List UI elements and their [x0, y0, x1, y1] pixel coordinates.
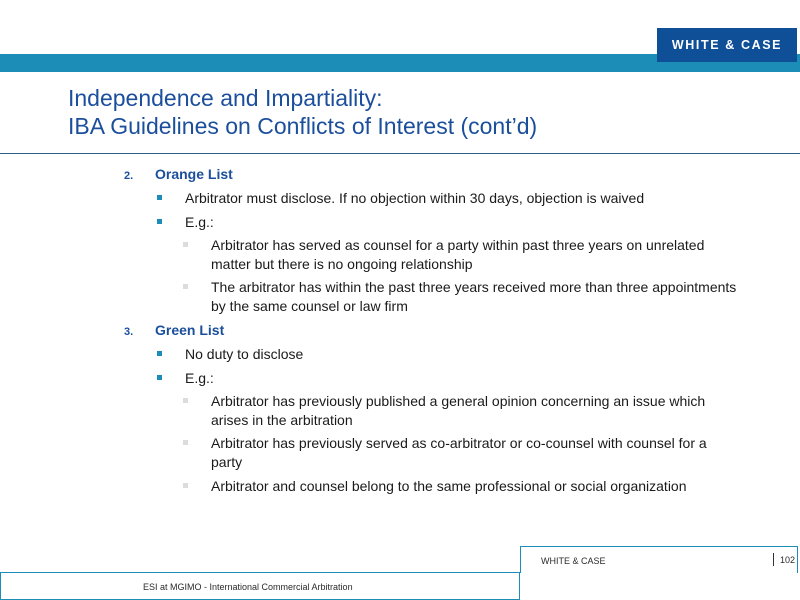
footer-divider	[773, 553, 774, 566]
square-bullet-icon	[157, 375, 162, 380]
section-title: Orange List	[155, 166, 233, 182]
title-line-2: IBA Guidelines on Conflicts of Interest (cont’d)	[68, 113, 538, 139]
square-bullet-icon	[183, 398, 188, 403]
square-bullet-icon	[183, 483, 188, 488]
sub-list-item-text: Arbitrator and counsel belong to the same professional or social organization	[211, 478, 687, 494]
section-title: Green List	[155, 322, 225, 338]
page-number: 102	[780, 555, 796, 565]
sub-list-item-text: The arbitrator has within the past three years received more than three appointments by the same counsel or law firm	[211, 279, 737, 314]
title-line-1: Independence and Impartiality:	[68, 85, 383, 111]
square-bullet-icon	[183, 440, 188, 445]
list-item-text: No duty to disclose	[185, 346, 304, 362]
list-item-text: E.g.:	[185, 214, 214, 230]
logo-text: WHITE & CASE	[671, 38, 783, 52]
list-item-text: E.g.:	[185, 370, 214, 386]
sub-list-item-text: Arbitrator has previously published a general opinion concerning an issue which arises in the arbitration	[211, 393, 706, 428]
square-bullet-icon	[157, 195, 162, 200]
section-number: 2.	[124, 170, 134, 182]
footer-brand-box	[520, 546, 798, 573]
sub-list-item-text: Arbitrator has served as counsel for a party within past three years on unrelated matter but there is no ongoing relationship	[211, 237, 705, 272]
sub-list-item-text: Arbitrator has previously served as co-arbitrator or co-counsel with counsel for a party	[211, 435, 707, 470]
square-bullet-icon	[183, 242, 188, 247]
square-bullet-icon	[183, 284, 188, 289]
section-heading-orange	[124, 165, 233, 185]
section-heading-green	[124, 321, 224, 341]
footer-course-box	[0, 572, 520, 600]
square-bullet-icon	[157, 219, 162, 224]
square-bullet-icon	[157, 351, 162, 356]
section-number: 3.	[124, 326, 134, 338]
footer-brand: WHITE & CASE	[541, 556, 606, 566]
list-item-text: Arbitrator must disclose. If no objection within 30 days, objection is waived	[185, 190, 645, 206]
footer-course-text: ESI at MGIMO - International Commercial Arbitration	[143, 582, 353, 592]
